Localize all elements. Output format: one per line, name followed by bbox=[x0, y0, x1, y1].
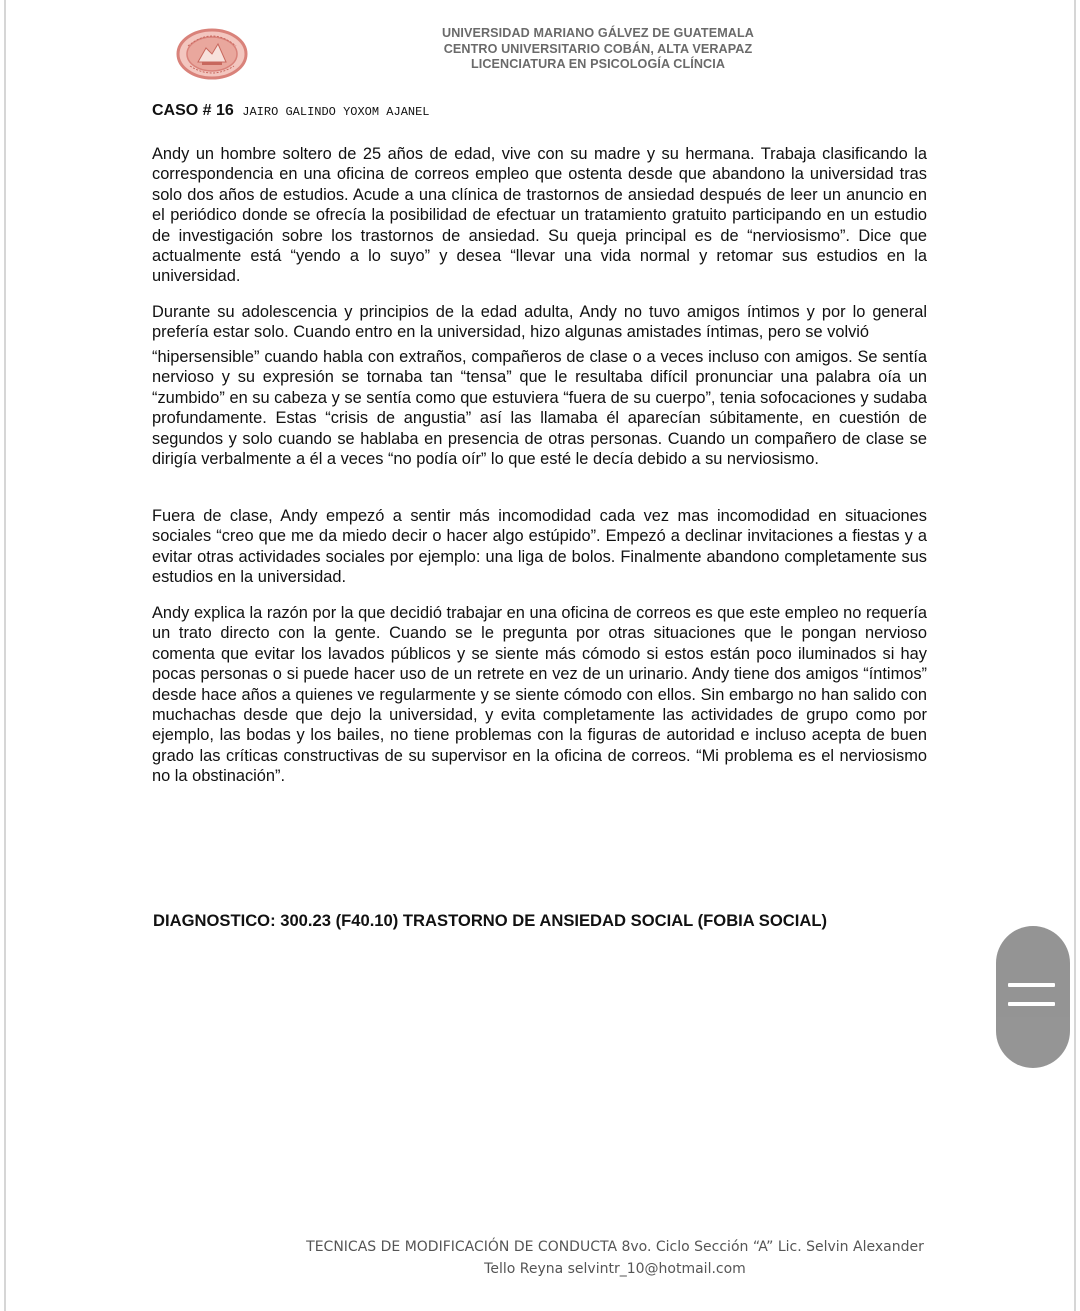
paragraph-1: Andy un hombre soltero de 25 años de edad, vive con su madre y su hermana. Trabaja clasificando la correspondencia en una oficina de correos empleo que ostenta desde que abandono la universidad tras solo dos años de estudios. Acude a una clínica de trastornos de ansiedad después de leer un anuncio en el periódico donde se ofrecía la posibilidad de efectuar un tratamiento gratuito participando en un estudio de investigación sobre los trastornos de ansiedad. Su queja principal es de “nerviosismo”. Dice que actualmente está “yendo a lo suyo” y desea “llevar una vida normal y retomar sus estudios en la universidad. bbox=[152, 145, 927, 286]
footer-instructor: Tello Reyna selvintr_10@hotmail.com bbox=[484, 1261, 746, 1277]
header-university: UNIVERSIDAD MARIANO GÁLVEZ DE GUATEMALA bbox=[442, 26, 754, 40]
page-edge-left bbox=[4, 0, 6, 1311]
drag-handle-line bbox=[1008, 1002, 1055, 1006]
diagnosis: DIAGNOSTICO: 300.23 (F40.10) TRASTORNO DE ANSIEDAD SOCIAL (FOBIA SOCIAL) bbox=[153, 911, 827, 930]
footer-course: TECNICAS DE MODIFICACIÓN DE CONDUCTA 8vo. Ciclo Sección “A” Lic. Selvin Alexander bbox=[306, 1239, 924, 1255]
drag-handle-icon bbox=[1008, 983, 1055, 987]
scroll-handle[interactable] bbox=[996, 926, 1070, 1068]
paragraph-3: Fuera de clase, Andy empezó a sentir más incomodidad cada vez mas incomodidad en situaciones sociales “creo que me da miedo decir o hacer algo estúpido”. Empezó a declinar invitaciones a fiestas y a evitar otras actividades sociales por ejemplo: una liga de bolos. Finalmente abandono completamente sus estudios en la universidad. bbox=[152, 507, 927, 587]
paragraph-2-continued: “hipersensible” cuando habla con extraños, compañeros de clase o a veces incluso con amigos. Se sentía nervioso y su expresión se tornaba tan “tensa” que le resultaba difícil pronunciar una palabra oía un “zumbido” en su cabeza y se sentía como que estuviera “fuera de su cuerpo”, tenia sofocaciones y sudaba profundamente. Estas “crisis de angustia” así las llamaba él aparecían súbitamente, en cuestión de segundos y solo cuando se hablaba en presencia de otras personas. Cuando un compañero de clase se dirigía verbalmente a él a veces “no podía oír” lo que esté le decía debido a su nerviosismo. bbox=[152, 348, 927, 469]
case-label: CASO # 16 bbox=[152, 102, 234, 119]
university-seal-icon bbox=[176, 28, 248, 80]
case-author: JAIRO GALINDO YOXOM AJANEL bbox=[242, 105, 430, 119]
paragraph-4: Andy explica la razón por la que decidió trabajar en una oficina de correos es que este empleo no requería un trato directo con la gente. Cuando se le pregunta por otras situaciones que le pongan nervioso comenta que evitar los lavados públicos y se siente más cómodo si estos están poco iluminados si hay pocas personas o si puede hacer uso de un retrete en vez de un urinario. Andy tiene dos amigos “íntimos” desde hace años a quienes ve regularmente y se siente cómodo con ellos. Sin embargo no han salido con muchachas desde que dejo la universidad, y evita completamente las actividades de grupo como por ejemplo, las bodas y los bailes, no tiene problemas con la figuras de autoridad e incluso acepta de buen grado las críticas constructivas de su supervisor en la oficina de correos. “Mi problema es el nerviosismo no la obstinación”. bbox=[152, 604, 927, 786]
document-header bbox=[360, 26, 836, 73]
case-title bbox=[152, 102, 430, 120]
header-program: LICENCIATURA EN PSICOLOGÍA CLÍNCIA bbox=[470, 57, 726, 72]
document-footer bbox=[300, 1236, 930, 1280]
page-edge-right bbox=[1074, 0, 1076, 1311]
header-campus: CENTRO UNIVERSITARIO COBÁN, ALTA VERAPAZ bbox=[443, 41, 753, 56]
paragraph-2-start: Durante su adolescencia y principios de la edad adulta, Andy no tuvo amigos íntimos y por lo general prefería estar solo. Cuando entro en la universidad, hizo algunas amistades íntimas, pero se volvió bbox=[152, 303, 927, 342]
